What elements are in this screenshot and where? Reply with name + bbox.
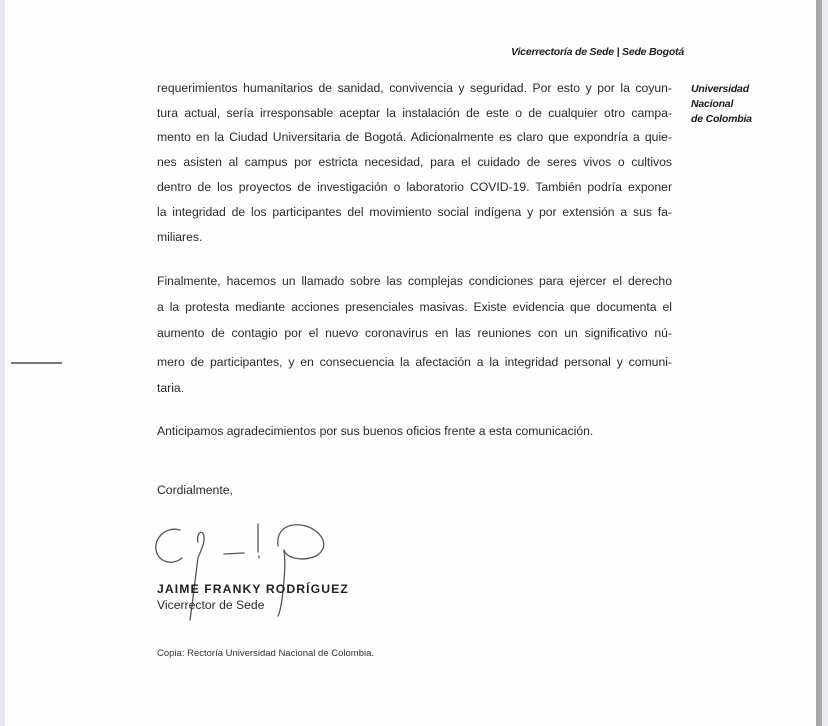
- paragraph-1-line: tura actual, sería irresponsable aceptar la instalación de este o de cualquier otro campa-: [157, 106, 672, 120]
- university-logo: [691, 82, 752, 127]
- logo-line: de Colombia: [691, 113, 752, 125]
- paragraph-1-line: mento en la Ciudad Universitaria de Bogotá. Adicionalmente es claro que expondría a quie-: [157, 130, 672, 144]
- logo-line: Nacional: [691, 98, 734, 110]
- copy-recipient: Copia: Rectoría Universidad Nacional de Colombia.: [157, 648, 375, 659]
- paragraph-1-line: nes asisten al campus por estricta necesidad, para el cuidado de seres vivos o cultivos: [157, 155, 672, 169]
- paragraph-2-line: taria.: [157, 381, 185, 395]
- signatory-name: JAIME FRANKY RODRÍGUEZ: [157, 582, 349, 596]
- signatory-role: Vicerrector de Sede: [157, 598, 265, 612]
- paragraph-2-line: Finalmente, hacemos un llamado sobre las complejas condiciones para ejercer el derecho: [157, 274, 672, 288]
- paragraph-2-line: aumento de contagio por el nuevo coronavirus en las reuniones con un significativo nú-: [157, 326, 672, 340]
- logo-line: Universidad: [691, 83, 749, 95]
- paragraph-2-line: a la protesta mediante acciones presenciales masivas. Existe evidencia que documenta el: [157, 300, 672, 314]
- paragraph-1-line: miliares.: [157, 230, 203, 244]
- margin-mark: [11, 362, 62, 364]
- paragraph-1-line: la integridad de los participantes del movimiento social indígena y por extensión a sus fa-: [157, 205, 672, 219]
- viewer-right-edge: [822, 0, 828, 726]
- paragraph-1-line: requerimientos humanitarios de sanidad, convivencia y seguridad. Por esto y por la coyun-: [157, 81, 672, 95]
- paragraph-1-line: dentro de los proyectos de investigación o laboratorio COVID-19. También podría exponer: [157, 180, 672, 194]
- paragraph-3: Anticipamos agradecimientos por sus buenos oficios frente a esta comunicación.: [157, 424, 594, 438]
- paragraph-2-line: mero de participantes, y en consecuencia la afectación a la integridad personal y comuni-: [157, 355, 672, 369]
- closing: Cordialmente,: [157, 483, 233, 497]
- office-header: Vicerrectoría de Sede | Sede Bogotá: [511, 46, 684, 58]
